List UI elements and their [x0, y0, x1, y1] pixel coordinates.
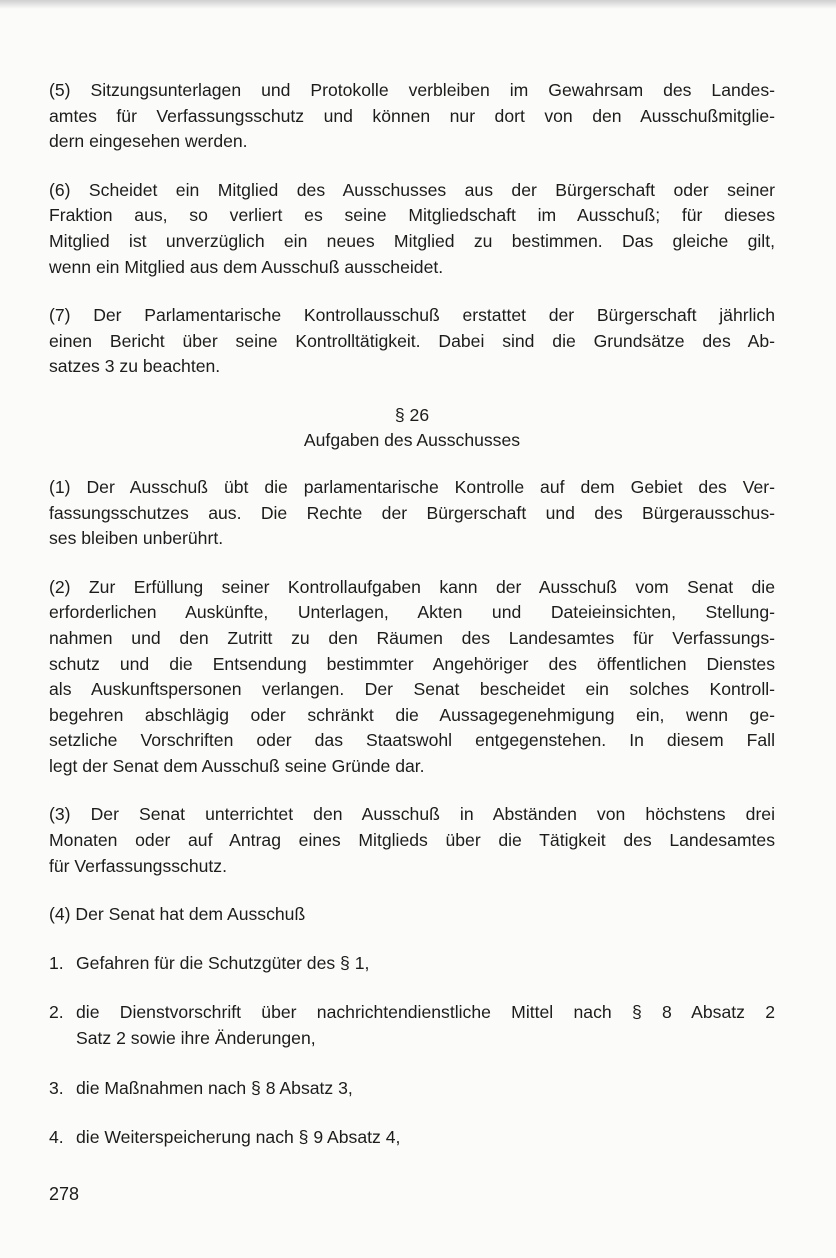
text-line: die Maßnahmen nach § 8 Absatz 3, [76, 1077, 353, 1098]
list-item [49, 1125, 775, 1151]
section-title: Aufgaben des Ausschusses [303, 429, 521, 450]
paragraph-block-bottom [49, 475, 775, 928]
text-line: (7) Der Parlamentarische Kontrollausschuß erstattet der Bürgerschaft jährlich [49, 305, 775, 326]
text-line: Monaten oder auf Antrag eines Mitglieds über die Tätigkeit des Landesamtes [49, 830, 775, 851]
list-number: 4. [49, 1127, 64, 1148]
paragraph-4 [49, 902, 775, 928]
text-line: begehren abschlägig oder schränkt die Aussagegenehmigung ein, wenn ge- [49, 704, 775, 725]
section-heading [49, 403, 775, 453]
text-line: erforderlichen Auskünfte, Unterlagen, Akten und Dateieinsichten, Stellung- [49, 602, 775, 623]
text-line: einen Bericht über seine Kontrolltätigkeit. Dabei sind die Grundsätze des Ab- [49, 330, 775, 351]
paragraph-2 [49, 575, 775, 780]
paragraph-1 [49, 475, 775, 552]
list-text [76, 1000, 775, 1051]
paragraph-3 [49, 802, 775, 879]
text-line: dern eingesehen werden. [49, 131, 248, 152]
text-line: schutz und die Entsendung bestimmter Angehöriger des öffentlichen Dienstes [49, 653, 775, 674]
list-text [76, 1076, 775, 1102]
text-line: ses bleiben unberührt. [49, 528, 224, 549]
document-page [49, 78, 775, 1175]
paragraph-6 [49, 178, 775, 280]
paragraph-5 [49, 78, 775, 155]
section-number: § 26 [394, 404, 430, 425]
list-number: 3. [49, 1077, 64, 1098]
text-line: Satz 2 sowie ihre Änderungen, [76, 1028, 316, 1049]
list-item [49, 951, 775, 977]
text-line: die Dienstvorschrift über nachrichtendienstliche Mittel nach § 8 Absatz 2 [76, 1002, 775, 1023]
scan-top-edge [0, 0, 836, 9]
text-line: Fraktion aus, so verliert es seine Mitgliedschaft im Ausschuß; für dieses [49, 205, 775, 226]
text-line: (2) Zur Erfüllung seiner Kontrollaufgaben kann der Ausschuß vom Senat die [49, 576, 775, 597]
list-number: 2. [49, 1002, 64, 1023]
text-line: (3) Der Senat unterrichtet den Ausschuß in Abständen von höchstens drei [49, 804, 775, 825]
text-line: (4) Der Senat hat dem Ausschuß [49, 904, 306, 925]
list-text [76, 1125, 775, 1151]
numbered-list [49, 951, 775, 1151]
text-line: (6) Scheidet ein Mitglied des Ausschusses aus der Bürgerschaft oder seiner [49, 179, 775, 200]
text-line: die Weiterspeicherung nach § 9 Absatz 4, [76, 1127, 401, 1148]
text-line: (1) Der Ausschuß übt die parlamentarische Kontrolle auf dem Gebiet des Ver- [49, 476, 775, 497]
page-number: 278 [49, 1184, 80, 1204]
list-number: 1. [49, 952, 64, 973]
list-item [49, 1076, 775, 1102]
text-line: Mitglied ist unverzüglich ein neues Mitglied zu bestimmen. Das gleiche gilt, [49, 230, 775, 251]
text-line: satzes 3 zu beachten. [49, 356, 221, 377]
paragraph-block-top [49, 78, 775, 380]
text-line: amtes für Verfassungsschutz und können nur dort von den Ausschußmitglie- [49, 105, 775, 126]
text-line: nahmen und den Zutritt zu den Räumen des Landesamtes für Verfassungs- [49, 627, 775, 648]
text-line: wenn ein Mitglied aus dem Ausschuß ausscheidet. [49, 256, 444, 277]
text-line: Gefahren für die Schutzgüter des § 1, [76, 952, 370, 973]
text-line: (5) Sitzungsunterlagen und Protokolle verbleiben im Gewahrsam des Landes- [49, 80, 775, 100]
text-line: setzliche Vorschriften oder das Staatswohl entgegenstehen. In diesem Fall [49, 730, 775, 751]
text-line: fassungsschutzes aus. Die Rechte der Bürgerschaft und des Bürgerausschus- [49, 502, 775, 523]
list-item [49, 1000, 775, 1051]
paragraph-7 [49, 303, 775, 380]
text-line: legt der Senat dem Ausschuß seine Gründe dar. [49, 755, 425, 776]
list-text [76, 951, 775, 977]
text-line: als Auskunftspersonen verlangen. Der Senat bescheidet ein solches Kontroll- [49, 679, 775, 700]
text-line: für Verfassungsschutz. [49, 855, 227, 876]
